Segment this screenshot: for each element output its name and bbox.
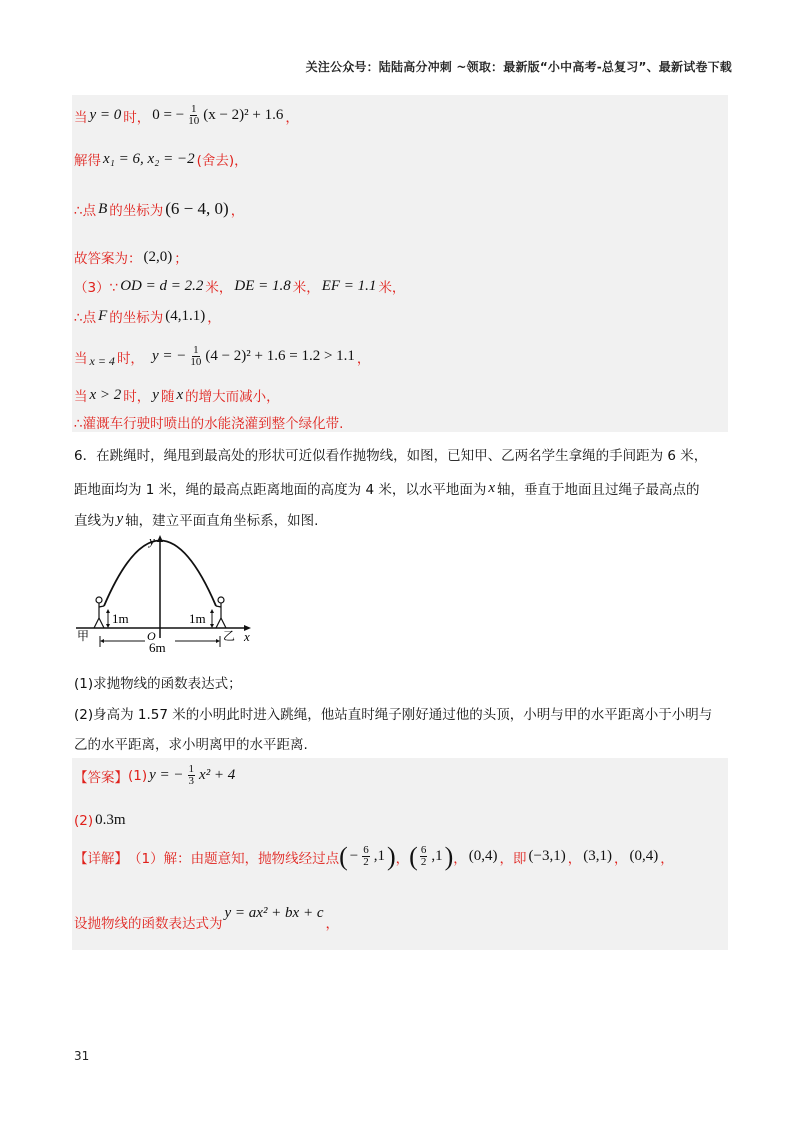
math-zero-eq: 0 = − bbox=[152, 107, 185, 123]
question-text: (2)身高为 1.57 米的小明此时进入跳绳，他站直时绳子刚好通过他的头顶，小明与甲的水平距离小于小明与 bbox=[74, 707, 713, 723]
page-header: 关注公众号：陆陆高分冲刺 ~领取：最新版“小中高考-总复习”、最新试卷下载 bbox=[305, 60, 732, 74]
detail-text: （1）解：由题意知，抛物线经过点 bbox=[128, 850, 340, 867]
math-expression: x² + 4 bbox=[199, 767, 236, 783]
frac-num: 1 bbox=[190, 103, 197, 115]
text-coord-is: 的坐标为 bbox=[109, 310, 164, 326]
problem-text: 距地面均为 1 米，绳的最高点距离地面的高度为 4 米，以水平地面为 bbox=[74, 482, 487, 498]
math-point: (0,4) bbox=[468, 848, 498, 864]
answer-value: 0.3m bbox=[95, 812, 126, 828]
problem-text: 轴，垂直于地面且过绳子最高点的 bbox=[497, 482, 700, 498]
answer-tag: 【答案】 bbox=[74, 769, 128, 786]
math-sign: − bbox=[349, 848, 359, 864]
math-y-eq: y = − bbox=[151, 348, 187, 364]
answer-part-label: (1) bbox=[128, 767, 148, 784]
problem-text: 轴，建立平面直角坐标系，如图. bbox=[125, 513, 319, 529]
question-1 bbox=[74, 672, 242, 692]
math-y-eq-0: y = 0 bbox=[89, 107, 122, 123]
fraction-1-10 bbox=[188, 104, 199, 127]
math-point-f: F bbox=[98, 307, 108, 324]
math-coord-b: (6 − 4, 0) bbox=[165, 199, 229, 218]
math-y: y bbox=[152, 386, 159, 403]
question-text: 乙的水平距离，求小明离甲的水平距离. bbox=[74, 737, 308, 753]
problem-line-3 bbox=[74, 509, 318, 529]
math-y-eq: y = − bbox=[149, 767, 184, 783]
frac-num: 1 bbox=[188, 763, 195, 775]
frac-num: 1 bbox=[193, 344, 199, 356]
math-x-gt-2: x > 2 bbox=[89, 386, 122, 403]
text-time: 时， bbox=[123, 109, 151, 126]
math-coord: ,1 bbox=[373, 848, 385, 864]
fraction-1-3 bbox=[188, 764, 196, 787]
text-when: 当 bbox=[74, 109, 88, 126]
math-answer: (2,0) bbox=[143, 248, 173, 265]
frac-num: 6 bbox=[363, 844, 369, 856]
text-discard: (舍去) bbox=[196, 153, 235, 169]
question-2-line-1 bbox=[74, 703, 712, 723]
page-number: 31 bbox=[74, 1049, 90, 1063]
text-coord-is: 的坐标为 bbox=[109, 203, 164, 219]
math-x: x bbox=[176, 386, 184, 403]
math-y: y bbox=[116, 510, 124, 527]
math-ef: EF = 1.1 bbox=[321, 277, 377, 294]
origin-label: O bbox=[147, 629, 156, 643]
math-coord-f: (4,1.1) bbox=[165, 307, 206, 324]
text-meter: 米， bbox=[378, 280, 406, 296]
text-therefore-point: ∴点 bbox=[74, 310, 97, 326]
person-jia-icon bbox=[94, 597, 104, 628]
problem-text: 6．在跳绳时，绳甩到最高处的形状可近似看作抛物线，如图，已知甲、乙两名学生拿绳的手间距为 6 米， bbox=[74, 448, 708, 464]
punct: ， bbox=[395, 850, 410, 867]
math-od: OD = d = 2.2 bbox=[120, 277, 204, 294]
solution-line-6 bbox=[74, 306, 221, 326]
solution-line-5 bbox=[74, 276, 405, 296]
person-jia-label: 甲 bbox=[77, 629, 90, 643]
punct: ， bbox=[660, 850, 674, 867]
text-decreasing: 的增大而减小， bbox=[185, 389, 280, 405]
left-height-label: 1m bbox=[112, 611, 129, 626]
frac-den: 3 bbox=[188, 775, 195, 787]
solution-line-4 bbox=[74, 247, 188, 267]
text-answer-is: 故答案为： bbox=[74, 251, 142, 267]
solution-line-1 bbox=[74, 104, 299, 127]
math-x-eq-4: x = 4 bbox=[89, 354, 115, 368]
fraction-1-10 bbox=[190, 345, 201, 368]
text-part3: （3）∵ bbox=[74, 280, 119, 296]
text-solve: 解得 bbox=[74, 153, 101, 169]
solution-line-9 bbox=[74, 412, 343, 432]
answer-part-label: (2) bbox=[74, 812, 94, 829]
person-yi-icon bbox=[216, 597, 226, 628]
question-text: (1)求抛物线的函数表达式； bbox=[74, 676, 242, 692]
math-expression: (x − 2)² + 1.6 bbox=[203, 107, 284, 123]
math-expression: (4 − 2)² + 1.6 = 1.2 > 1.1 bbox=[205, 348, 355, 364]
width-label: 6m bbox=[149, 640, 166, 655]
paren-close: ) bbox=[444, 841, 454, 871]
detail-line-2 bbox=[74, 904, 339, 932]
paren-open: ( bbox=[409, 841, 418, 871]
right-height-label: 1m bbox=[189, 611, 206, 626]
paren-open: ( bbox=[339, 841, 348, 871]
frac-den: 10 bbox=[188, 115, 200, 127]
problem-line-1 bbox=[74, 444, 707, 464]
solution-line-7 bbox=[74, 344, 370, 369]
answer-line-1 bbox=[74, 764, 237, 787]
text-time: 时， bbox=[116, 350, 144, 367]
text-therefore-point: ∴点 bbox=[74, 203, 97, 219]
detail-tag: 【详解】 bbox=[74, 850, 128, 867]
punct: ， bbox=[499, 850, 513, 867]
frac-den: 2 bbox=[363, 856, 369, 868]
punct: ， bbox=[613, 850, 628, 867]
punct: ， bbox=[453, 850, 467, 867]
problem-text: 直线为 bbox=[74, 513, 115, 529]
text-meter: 米， bbox=[292, 280, 320, 296]
math-x: x bbox=[488, 479, 496, 496]
problem-line-2 bbox=[74, 478, 700, 498]
punct: ， bbox=[230, 203, 245, 219]
fraction-6-2 bbox=[362, 845, 370, 868]
punct: ， bbox=[567, 850, 582, 867]
text-time: 时， bbox=[123, 389, 151, 405]
math-point: (0,4) bbox=[629, 848, 659, 864]
math-point: (3,1) bbox=[583, 848, 612, 864]
paren-close: ) bbox=[386, 841, 396, 871]
y-axis-label: y bbox=[149, 533, 155, 548]
solution-line-3 bbox=[74, 199, 244, 219]
math-roots: x₁ = 6, x₂ = −2 bbox=[103, 150, 195, 167]
solution-line-2 bbox=[74, 149, 248, 169]
detail-text: 设抛物线的函数表达式为 bbox=[74, 916, 223, 932]
punct: ， bbox=[207, 310, 221, 326]
x-axis-label: x bbox=[244, 629, 250, 644]
text-when: 当 bbox=[74, 350, 88, 367]
math-point-b: B bbox=[98, 200, 108, 217]
text-meter: 米， bbox=[205, 280, 233, 296]
punct: ， bbox=[285, 109, 299, 126]
detail-line-1 bbox=[74, 841, 674, 871]
frac-num: 6 bbox=[420, 844, 427, 856]
solution-line-8 bbox=[74, 385, 280, 405]
text-namely: 即 bbox=[513, 850, 527, 867]
text-with: 随 bbox=[160, 389, 175, 405]
math-point: (−3,1) bbox=[528, 848, 566, 864]
punct: ， bbox=[234, 153, 248, 169]
answer-line-2 bbox=[74, 812, 128, 829]
frac-den: 10 bbox=[190, 356, 202, 368]
punct: ， bbox=[356, 350, 371, 367]
math-general-form: y = ax² + bx + c bbox=[224, 904, 324, 921]
math-coord: ,1 bbox=[431, 848, 443, 864]
fraction-6-2 bbox=[420, 845, 428, 868]
text-conclusion: ∴灌溉车行驶时喷出的水能浇灌到整个绿化带. bbox=[74, 416, 344, 432]
person-yi-label: 乙 bbox=[223, 629, 236, 643]
question-2-line-2 bbox=[74, 733, 308, 753]
punct: ， bbox=[325, 916, 339, 932]
punct: ； bbox=[174, 251, 188, 267]
jump-rope-figure bbox=[72, 530, 262, 655]
frac-den: 2 bbox=[420, 856, 427, 868]
text-when: 当 bbox=[74, 389, 88, 405]
math-de: DE = 1.8 bbox=[234, 277, 291, 294]
